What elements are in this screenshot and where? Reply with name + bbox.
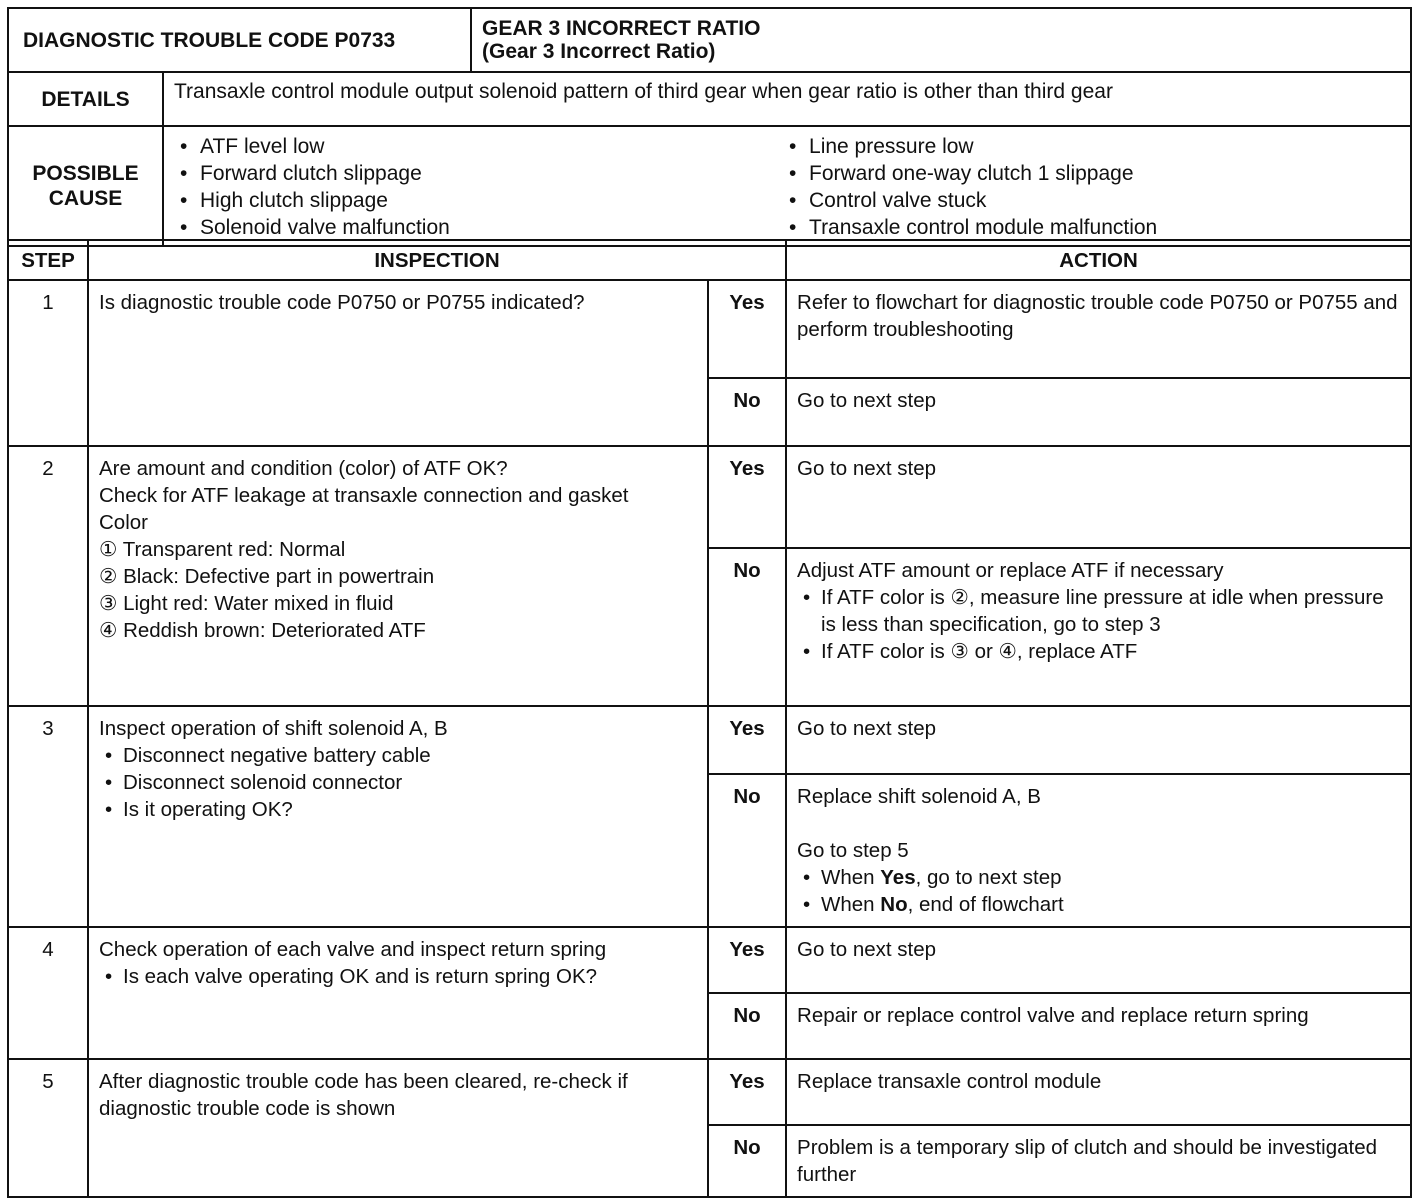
- cause-item: • ATF level low: [178, 133, 787, 160]
- color-item: ③ Light red: Water mixed in fluid: [99, 592, 394, 615]
- yes-label: Yes: [708, 1059, 786, 1125]
- color-item: ④ Reddish brown: Deteriorated ATF: [99, 619, 426, 642]
- step-inspection: [88, 1059, 708, 1197]
- possible-cause-list: [163, 126, 1411, 246]
- action-line: Go to next step: [797, 457, 937, 480]
- cause-list-left: [164, 127, 787, 241]
- no-action: [786, 378, 1411, 446]
- yes-label: Yes: [708, 927, 786, 993]
- yes-action: [786, 1059, 1411, 1125]
- action-line: Go to next step: [797, 938, 937, 961]
- action-line: Repair or replace control valve and replace return spring: [797, 1004, 1309, 1027]
- step-number: 4: [8, 927, 88, 1059]
- no-action: [786, 993, 1411, 1059]
- step-inspection: [88, 706, 708, 927]
- step-number: 1: [8, 280, 88, 446]
- action-line: Go to next step: [797, 389, 937, 412]
- no-label: No: [708, 993, 786, 1059]
- step-inspection: [88, 927, 708, 1059]
- col-action: ACTION: [786, 240, 1411, 280]
- yes-label: Yes: [708, 706, 786, 774]
- inspection-line: After diagnostic trouble code has been cleared, re-check if diagnostic trouble code is shown: [99, 1070, 628, 1120]
- no-action: [786, 1125, 1411, 1197]
- cause-item: • Forward clutch slippage: [178, 160, 787, 187]
- action-line: Problem is a temporary slip of clutch and should be investigated further: [797, 1136, 1378, 1186]
- yes-action: [786, 280, 1411, 378]
- inspection-bullet: • Disconnect negative battery cable: [99, 742, 697, 769]
- no-label: No: [708, 548, 786, 706]
- yes-action: [786, 927, 1411, 993]
- yes-action: [786, 446, 1411, 548]
- header-table: [7, 7, 1412, 247]
- details-label: DETAILS: [8, 72, 163, 126]
- action-goto: Go to step 5: [797, 839, 909, 862]
- inspection-line: Color: [99, 511, 148, 534]
- no-label: No: [708, 378, 786, 446]
- step-number: 5: [8, 1059, 88, 1197]
- cause-item: • High clutch slippage: [178, 187, 787, 214]
- cause-item: • Forward one-way clutch 1 slippage: [787, 160, 1410, 187]
- inspection-line: Inspect operation of shift solenoid A, B: [99, 717, 448, 740]
- cause-item: • Transaxle control module malfunction: [787, 214, 1410, 241]
- action-bullet: • When Yes, go to next step: [797, 864, 1400, 891]
- step-number: 2: [8, 446, 88, 706]
- no-action: [786, 774, 1411, 927]
- action-bullet: • If ATF color is ③ or ④, replace ATF: [797, 638, 1400, 665]
- possible-cause-label-line2: CAUSE: [48, 187, 123, 210]
- inspection-line: Are amount and condition (color) of ATF OK?: [99, 457, 508, 480]
- action-bullet: • If ATF color is ②, measure line pressure at idle when pressure is less than specification, go to step 3: [797, 584, 1400, 638]
- cause-list-right: [787, 127, 1410, 241]
- inspection-line: Check for ATF leakage at transaxle connection and gasket: [99, 484, 629, 507]
- dtc-code-label: DIAGNOSTIC TROUBLE CODE P0733: [8, 8, 471, 72]
- yes-action: [786, 706, 1411, 774]
- step-inspection: [88, 446, 708, 706]
- col-inspection: INSPECTION: [88, 240, 786, 280]
- dtc-title: [471, 8, 1411, 72]
- action-line: Replace transaxle control module: [797, 1070, 1102, 1093]
- inspection-bullet: • Is each valve operating OK and is return spring OK?: [99, 963, 697, 990]
- dtc-title-sub: (Gear 3 Incorrect Ratio): [482, 40, 716, 63]
- yes-label: Yes: [708, 446, 786, 548]
- dtc-title-main: GEAR 3 INCORRECT RATIO: [482, 17, 761, 40]
- cause-item: • Line pressure low: [787, 133, 1410, 160]
- action-line: Refer to flowchart for diagnostic trouble code P0750 or P0755 and perform troubleshooting: [797, 291, 1398, 341]
- cause-item: • Solenoid valve malfunction: [178, 214, 787, 241]
- no-label: No: [708, 774, 786, 927]
- action-bullet: • When No, end of flowchart: [797, 891, 1400, 918]
- action-line: Go to next step: [797, 717, 937, 740]
- cause-item: • Control valve stuck: [787, 187, 1410, 214]
- inspection-bullet: • Disconnect solenoid connector: [99, 769, 697, 796]
- details-text: Transaxle control module output solenoid pattern of third gear when gear ratio is other than third gear: [163, 72, 1411, 126]
- action-line: Replace shift solenoid A, B: [797, 785, 1041, 808]
- possible-cause-label-line1: POSSIBLE: [32, 162, 139, 185]
- color-item: ① Transparent red: Normal: [99, 538, 346, 561]
- col-step: STEP: [8, 240, 88, 280]
- step-inspection: [88, 280, 708, 446]
- no-label: No: [708, 1125, 786, 1197]
- action-line: Adjust ATF amount or replace ATF if necessary: [797, 559, 1224, 582]
- steps-table: [7, 239, 1412, 1198]
- step-number: 3: [8, 706, 88, 927]
- color-item: ② Black: Defective part in powertrain: [99, 565, 435, 588]
- yes-label: Yes: [708, 280, 786, 378]
- inspection-line: Is diagnostic trouble code P0750 or P0755 indicated?: [99, 291, 585, 314]
- possible-cause-label: [8, 126, 163, 246]
- inspection-line: Check operation of each valve and inspect return spring: [99, 938, 607, 961]
- no-action: [786, 548, 1411, 706]
- inspection-bullet: • Is it operating OK?: [99, 796, 697, 823]
